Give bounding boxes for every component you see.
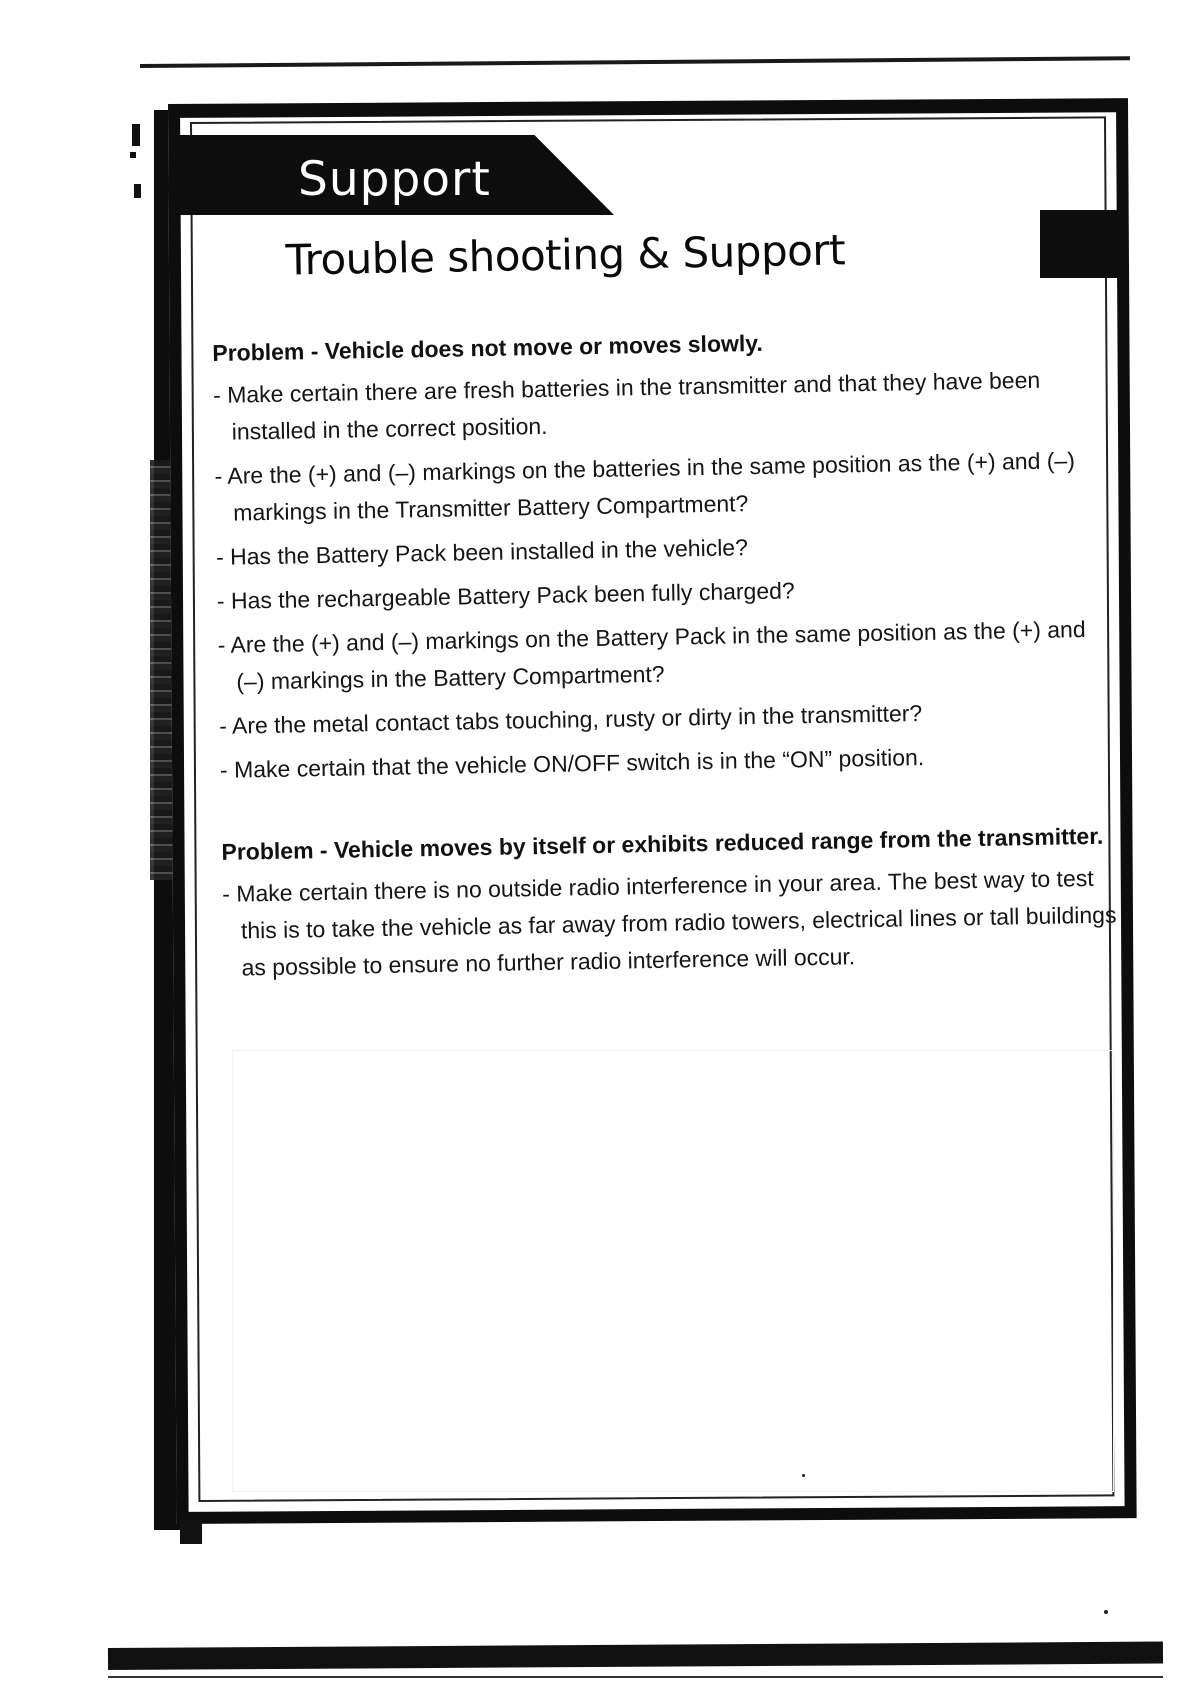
bottom-rule [108,1642,1163,1670]
list-item: - Make certain there are fresh batteries in the transmitter and that they have been installed in the correct position. [213,360,1114,450]
list-item: - Are the (+) and (–) markings on the batteries in the same position as the (+) and (–) markings in the Transmitter Battery Compartment? [214,441,1115,531]
list-item: - Are the (+) and (–) markings on the Battery Pack in the same position as the (+) and (–) markings in the Battery Compartment? [217,610,1118,700]
list-item: - Are the metal contact tabs touching, rusty or dirty in the transmitter? [219,691,1120,744]
content [210,209,1124,994]
blank-area [232,1050,1114,1492]
list-item: - Has the Battery Pack been installed in the vehicle? [216,522,1117,575]
problem-heading: Problem - Vehicle does not move or moves slowly. [212,329,763,366]
bottom-rule-thin [108,1676,1163,1678]
page-title: Trouble shooting & Support [285,225,846,285]
list-item: - Make certain there is no outside radio interference in your area. The best way to test this is to take the vehicle as far away from radio towers, electrical lines or tall buildings as possible to ensure no further radio interference will occur. [222,859,1124,986]
section-tab-label: Support [298,152,491,207]
frame-corner-mark [180,1520,202,1544]
stray-dot [1104,1610,1108,1614]
stray-dot [802,1474,805,1477]
list-item: - Make certain that the vehicle ON/OFF switch is in the “ON” position. [220,735,1121,788]
problem-heading: Problem - Vehicle moves by itself or exhibits reduced range from the transmitter. [221,822,1104,865]
list-item: - Has the rechargeable Battery Pack been fully charged? [217,566,1118,619]
solution-list [213,360,1120,788]
top-rule [140,56,1130,68]
problem-section-2 [221,822,1124,986]
solution-list [222,859,1124,986]
problem-section-1 [212,323,1120,788]
